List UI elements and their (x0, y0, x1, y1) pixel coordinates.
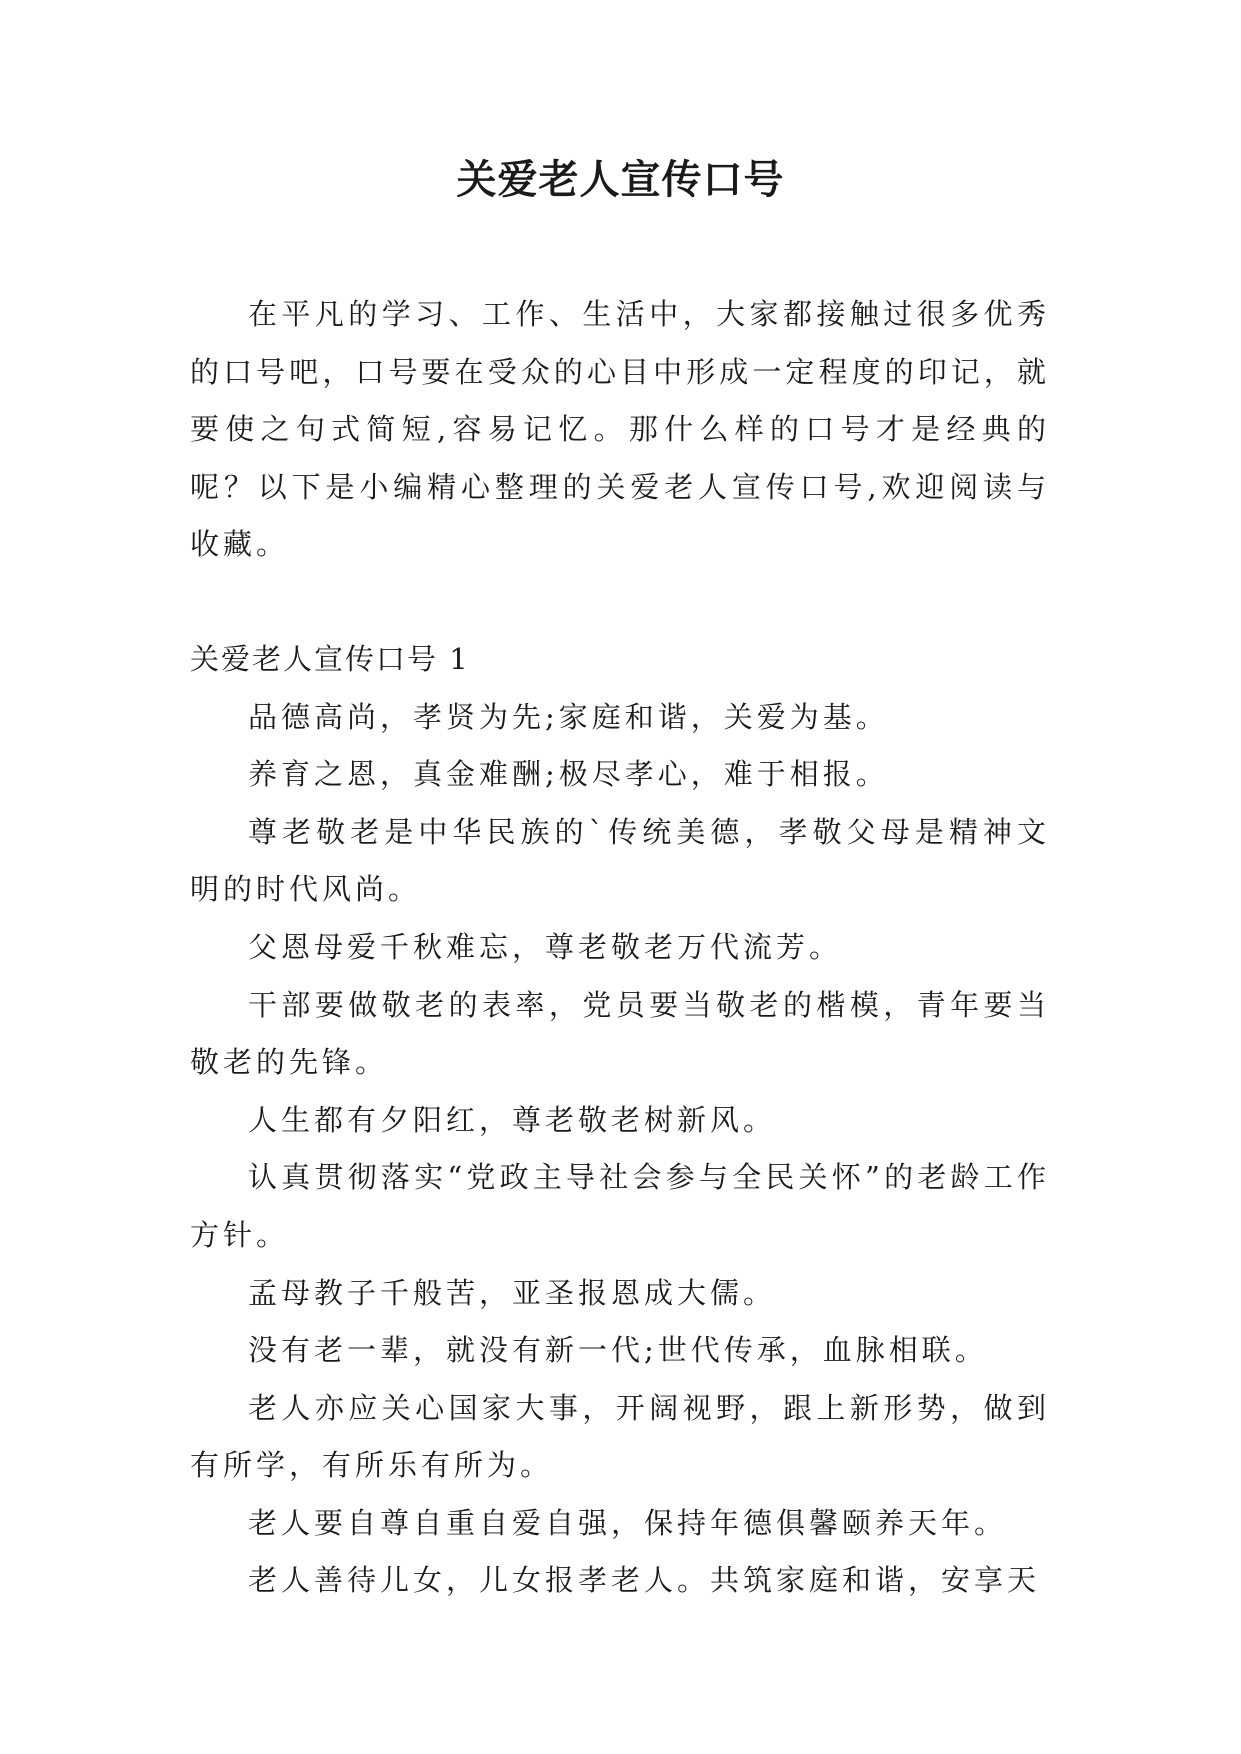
slogan-item: 认真贯彻落实“党政主导社会参与全民关怀”的老龄工作方针。 (190, 1160, 1050, 1252)
slogan-item: 尊老敬老是中华民族的`传统美德，孝敬父母是精神文明的时代风尚。 (190, 814, 1050, 907)
document-title: 关爱老人宣传口号 (456, 157, 785, 203)
slogan-item: 老人亦应关心国家大事，开阔视野，跟上新形势，做到有所学，有所乐有所为。 (190, 1390, 1050, 1483)
slogan-item: 老人善待儿女，儿女报孝老人。共筑家庭和谐，安享天 (248, 1563, 1041, 1598)
slogan-item: 养育之恩，真金难酬;极尽孝心，难于相报。 (248, 757, 889, 792)
slogan-item: 人生都有夕阳红，尊老敬老树新风。 (248, 1102, 777, 1137)
slogan-item: 老人要自尊自重自爱自强，保持年德俱馨颐养天年。 (248, 1505, 1008, 1540)
intro-paragraph: 在平凡的学习、工作、生活中，大家都接触过很多优秀的口号吧，口号要在受众的心目中形成一定程度的印记，就要使之句式简短,容易记忆。那什么样的口号才是经典的呢？以下是小编精心整理的关爱老人宣传口号,欢迎阅读与收藏。 (190, 297, 1050, 562)
slogan-item: 没有老一辈，就没有新一代;世代传承，血脉相联。 (248, 1333, 988, 1368)
slogan-item: 干部要做敬老的表率，党员要当敬老的楷模，青年要当敬老的先锋。 (190, 987, 1050, 1080)
section-heading: 关爱老人宣传口号 1 (190, 641, 470, 676)
slogan-item: 孟母教子千般苦，亚圣报恩成大儒。 (248, 1275, 777, 1310)
slogan-item: 父恩母爱千秋难忘，尊老敬老万代流芳。 (248, 929, 843, 964)
slogan-item: 品德高尚，孝贤为先;家庭和谐，关爱为基。 (248, 699, 889, 734)
document-body (190, 286, 1050, 1610)
